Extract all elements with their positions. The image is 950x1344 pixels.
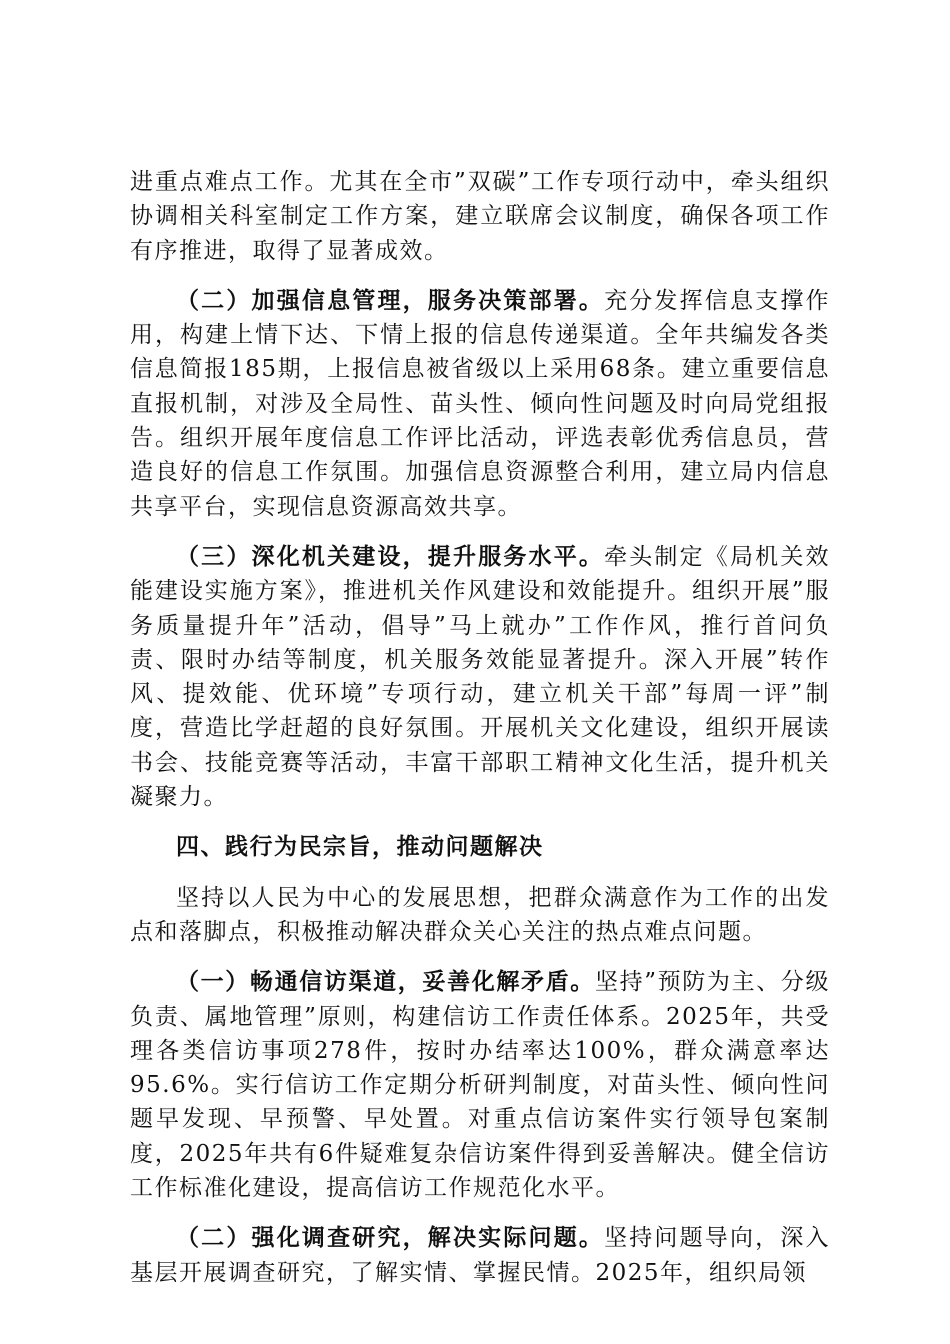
paragraph-text: 坚持问题导向，深入基层开展调查研究，了解实情、掌握民情。2025年，组织局领 [130,1225,831,1286]
section-heading: 四、践行为民宗旨，推动问题解决 [176,833,544,861]
paragraph-section-intro [130,881,830,950]
paragraph-lead-heading: （三）深化机关建设，提升服务水平。 [176,542,605,570]
paragraph-lead-heading: （二）强化调查研究，解决实际问题。 [176,1224,605,1252]
paragraph-text: 进重点难点工作。尤其在全市”双碳”工作专项行动中，牵头组织协调相关科室制定工作方案，建立联席会议制度，确保各项工作有序推进，取得了显著成效。 [130,169,830,264]
paragraph-petition-channels [130,965,830,1205]
paragraph-information-management [130,284,830,524]
paragraph-text: 充分发挥信息支撑作用，构建上情下达、下情上报的信息传递渠道。全年共编发各类信息简报185期，上报信息被省级以上采用68条。建立重要信息直报机制，对涉及全局性、苗头性、倾向性问题及时向局党组报告。组织开展年度信息工作评比活动，评选表彰优秀信息员，营造良好的信息工作氛围。加强信息资源整合利用，建立局内信息共享平台，实现信息资源高效共享。 [130,287,831,520]
document-page [130,165,830,1306]
paragraph-lead-heading: （二）加强信息管理，服务决策部署。 [176,286,605,314]
paragraph-text: 坚持”预防为主、分级负责、属地管理”原则，构建信访工作责任体系。2025年，共受理各类信访事项278件，按时办结率达100%，群众满意率达95.6%。实行信访工作定期分析研判制度，对苗头性、倾向性问题早发现、早预警、早处置。对重点信访案件实行领导包案制度，2025年共有6件疑难复杂信访案件得到妥善解决。健全信访工作标准化建设，提高信访工作规范化水平。 [130,969,831,1202]
paragraph-lead-heading: （一）畅通信访渠道，妥善化解矛盾。 [176,968,595,996]
paragraph-text: 牵头制定《局机关效能建设实施方案》，推进机关作风建设和效能提升。组织开展”服务质量提升年”活动，倡导”马上就办”工作作风，推行首问负责、限时办结等制度，机关服务效能显著提升。深入开展”转作风、提效能、优环境”专项行动，建立机关干部”每周一评”制度，营造比学赶超的良好氛围。开展机关文化建设，组织开展读书会、技能竞赛等活动，丰富干部职工精神文化生活，提升机关凝聚力。 [130,543,831,811]
paragraph-agency-building [130,540,830,814]
paragraph-continued [130,165,830,268]
paragraph-investigation-research [130,1221,830,1290]
paragraph-text: 坚持以人民为中心的发展思想，把群众满意作为工作的出发点和落脚点，积极推动解决群众关心关注的热点难点问题。 [130,884,830,945]
